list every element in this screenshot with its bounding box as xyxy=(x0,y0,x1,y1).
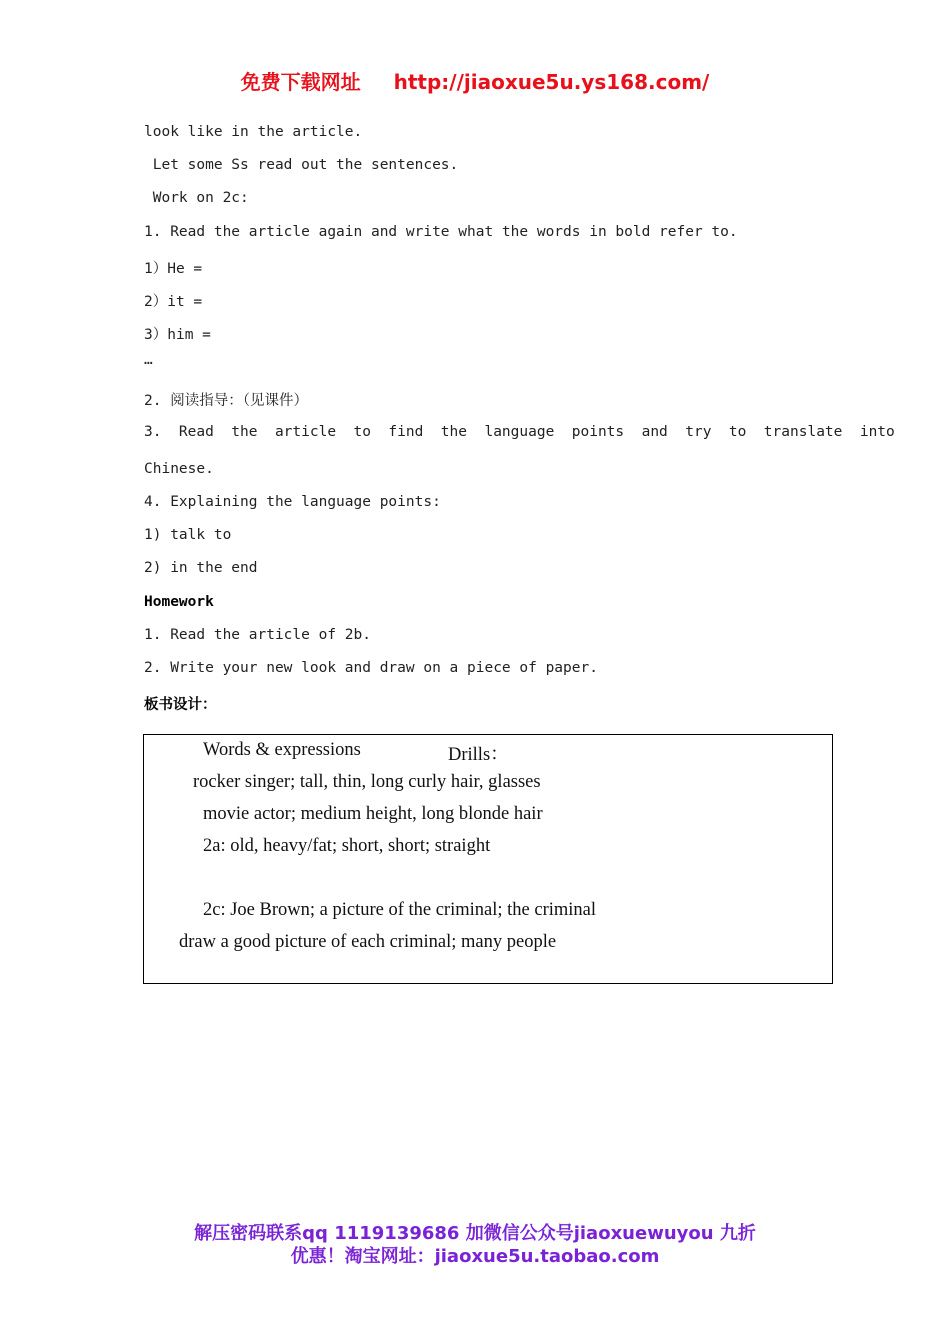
ellipsis: … xyxy=(144,352,153,368)
header-label: 免费下载网址 xyxy=(240,70,361,94)
footer-line: 解压密码联系qq 1119139686 加微信公众号jiaoxuewuyou 九折 xyxy=(194,1223,756,1244)
text-line: 1. Read the article again and write what the words in bold refer to. xyxy=(144,224,738,240)
list-item: 1) talk to xyxy=(144,527,232,543)
text-line: Chinese. xyxy=(144,461,214,477)
homework-heading: Homework xyxy=(144,594,214,610)
board-design-heading: 板书设计： xyxy=(144,697,217,713)
text-line: Let some Ss read out the sentences. xyxy=(144,157,459,173)
list-item: 2）it = xyxy=(144,294,203,310)
board-design-box xyxy=(143,734,833,984)
list-item: 1. Read the article of 2b. xyxy=(144,627,371,643)
list-item: 3）him = xyxy=(144,327,211,343)
text-line: 2. 阅读指导：（见课件） xyxy=(144,393,308,409)
text-line: 4. Explaining the language points: xyxy=(144,494,441,510)
footer-line: 优惠！淘宝网址：jiaoxue5u.taobao.com xyxy=(290,1246,660,1267)
list-item: 2) in the end xyxy=(144,560,258,576)
board-row: 2c: Joe Brown; a picture of the criminal; the criminal xyxy=(203,900,596,920)
board-row: rocker singer; tall, thin, long curly hair, glasses xyxy=(193,772,541,792)
header-url[interactable]: http://jiaoxue5u.ys168.com/ xyxy=(393,70,710,94)
board-col-words: Words & expressions xyxy=(203,740,361,760)
list-item: 1）He = xyxy=(144,261,203,277)
text-line: look like in the article. xyxy=(144,124,363,140)
board-row: 2a: old, heavy/fat; short, short; straight xyxy=(203,836,491,856)
text-line: Work on 2c: xyxy=(144,190,249,206)
board-row: draw a good picture of each criminal; many people xyxy=(179,932,557,952)
list-item: 2. Write your new look and draw on a piece of paper. xyxy=(144,660,598,676)
board-row: movie actor; medium height, long blonde hair xyxy=(203,804,543,824)
board-col-drills: Drills： xyxy=(448,745,509,765)
page-header xyxy=(0,66,950,95)
text-line: 3. Read the article to find the language points and try to translate into xyxy=(144,424,895,440)
